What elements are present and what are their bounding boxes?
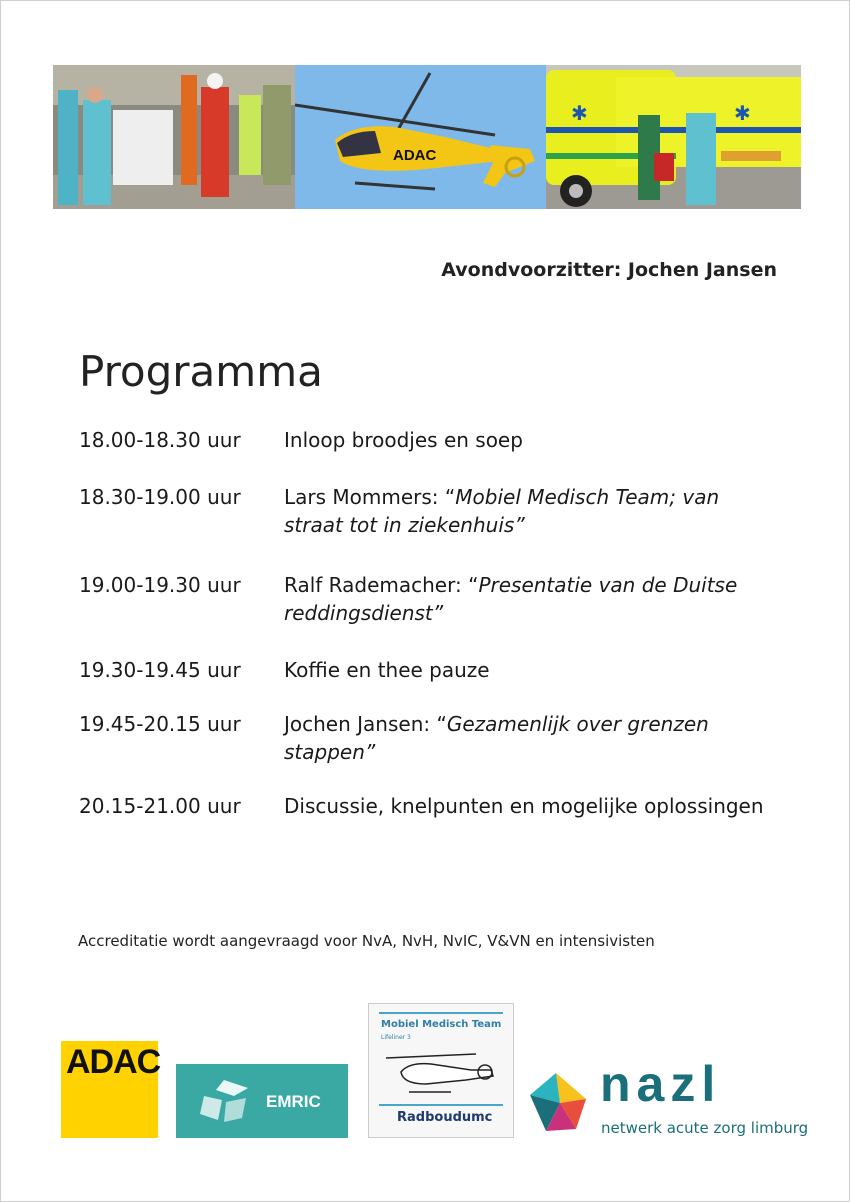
program-speaker: Ralf Rademacher: “	[284, 573, 479, 597]
nazl-logo	[526, 1056, 816, 1146]
program-time: 19.00-19.30 uur	[79, 573, 241, 597]
program-time: 19.45-20.15 uur	[79, 712, 241, 736]
program-time: 20.15-21.00 uur	[79, 794, 241, 818]
program-topic: Discussie, knelpunten en mogelijke oplossingen	[284, 794, 764, 818]
program-topic: Gezamenlijk over grenzen stappen”	[284, 712, 709, 764]
program-speaker: Jochen Jansen: “	[284, 712, 447, 736]
yellow-ambulance-photo	[546, 65, 801, 209]
program-description	[284, 426, 784, 454]
program-time: 18.30-19.00 uur	[79, 485, 241, 509]
mmt-org: Radboudumc	[397, 1110, 493, 1125]
evening-chair: Avondvoorzitter: Jochen Jansen	[441, 259, 777, 281]
program-topic: Inloop broodjes en soep	[284, 428, 523, 452]
program-time: 19.30-19.45 uur	[79, 658, 241, 682]
helicopter-adac-label: ADAC	[393, 147, 437, 164]
program-description	[284, 792, 784, 820]
accreditation-note: Accreditatie wordt aangevraagd voor NvA, NvH, NvIC, V&VN en intensivisten	[78, 932, 655, 950]
program-time: 18.00-18.30 uur	[79, 428, 241, 452]
mmt-title: Mobiel Medisch Team	[381, 1019, 502, 1030]
adac-logo	[61, 1041, 161, 1138]
mmt-subtitle: Lifeliner 3	[381, 1034, 411, 1041]
program-topic: Mobiel Medisch Team; van straat tot in ziekenhuis”	[284, 485, 720, 537]
program-description	[284, 483, 784, 539]
emric-mark-icon	[194, 1076, 254, 1126]
nazl-mark-icon	[526, 1069, 592, 1135]
adac-logo-text: ADAC	[66, 1043, 161, 1081]
adac-helicopter-photo	[295, 65, 546, 209]
emric-logo-text: EMRIC	[266, 1092, 321, 1111]
program-speaker: Lars Mommers: “	[284, 485, 456, 509]
rescue-crew-photo	[53, 65, 295, 209]
nazl-logo-subtitle: netwerk acute zorg limburg	[601, 1119, 809, 1137]
mobiel-medisch-team-logo	[368, 1003, 514, 1138]
helicopter-icon	[381, 1050, 501, 1100]
svg-text:✱: ✱	[571, 101, 588, 125]
program-description	[284, 571, 784, 627]
emric-logo	[176, 1064, 348, 1138]
page-title: Programma	[79, 347, 323, 396]
program-description	[284, 710, 784, 766]
svg-text:✱: ✱	[734, 101, 751, 125]
photo-banner	[53, 65, 801, 209]
nazl-logo-text: nazl	[600, 1056, 722, 1112]
program-description	[284, 656, 784, 684]
program-topic: Koffie en thee pauze	[284, 658, 490, 682]
program-topic: Presentatie van de Duitse reddingsdienst”	[284, 573, 738, 625]
divider	[379, 1104, 503, 1106]
divider	[379, 1012, 503, 1014]
